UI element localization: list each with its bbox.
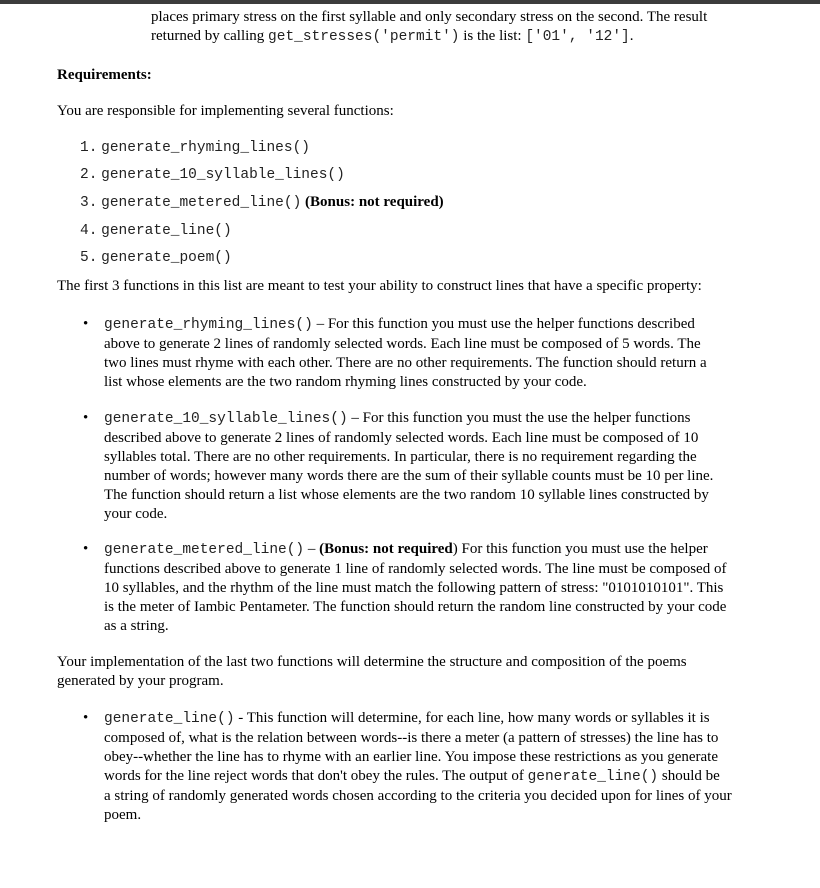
intro-line-1: places primary stress on the first syllable and only secondary stress on the second. The result [151, 9, 708, 25]
bullet-rhyming-lines: generate_rhyming_lines() – For this function you must use the helper functions described above to generate 2 lines of randomly selected words. Each line must be composed of 5 words. The two lines must rhyme with each other. There are no other requirements. The function should return a list whose elements are the two random rhyming lines constructed by your code. [104, 316, 707, 390]
code-get-stresses: get_stresses('permit') [268, 29, 460, 45]
bullet-icon: • [83, 410, 89, 426]
bullet-metered-line: generate_metered_line() – (Bonus: not required) For this function you must use the helper functions described above to generate 1 line of randomly selected words. The line must be composed of 10 syllables, and the rhythm of the line must match the following pattern of stress: "0101010101". This is the meter of Iambic Pentameter. The function should return the random line constructed by your code as a string. [104, 541, 727, 634]
code-function-name: generate_metered_line() [101, 195, 302, 211]
code-stress-list: ['01', '12'] [525, 29, 630, 45]
bonus-note: (Bonus: not required [319, 541, 453, 557]
intro-text: is the list: [459, 28, 526, 44]
requirements-heading: Requirements: [57, 67, 152, 83]
code-function-name: generate_line() [527, 769, 659, 785]
code-function-name: generate_rhyming_lines() [104, 317, 313, 333]
intro-line-2 [151, 27, 634, 47]
function-list-item: 2. generate_10_syllable_lines() [80, 167, 345, 183]
implementation-text: Your implementation of the last two functions will determine the structure and composition of the poems generated by your program. [57, 654, 687, 689]
function-list-item: 1. generate_rhyming_lines() [80, 140, 310, 156]
bullet-icon: • [83, 541, 89, 557]
code-function-name: generate_metered_line() [104, 542, 305, 558]
bullet-icon: • [83, 316, 89, 332]
bullet-10-syllable-lines: generate_10_syllable_lines() – For this function you must the use the helper functions described above to generate 2 lines of randomly selected words. Each line must be composed of 10 syllables total. There are no other requirements. In particular, there is no requirement regarding the number of words; however many words there are the sum of their syllable counts must be 10 per line. The function should return a list whose elements are the two random 10 syllable lines constructed by your code. [104, 410, 714, 522]
code-function-name: generate_10_syllable_lines() [101, 167, 345, 183]
code-function-name: generate_rhyming_lines() [101, 140, 310, 156]
function-list-item: 3. generate_metered_line() (Bonus: not required) [80, 194, 444, 211]
intro-text: returned by calling [151, 28, 269, 44]
function-list-item: 4. generate_line() [80, 223, 232, 239]
intro-text: . [629, 28, 634, 44]
first3-text: The first 3 functions in this list are meant to test your ability to construct lines that have a specific property: [57, 278, 702, 294]
code-function-name: generate_line() [104, 711, 235, 727]
code-function-name: generate_10_syllable_lines() [104, 411, 348, 427]
bonus-note: (Bonus: not required) [305, 194, 444, 210]
code-function-name: generate_line() [101, 223, 232, 239]
bullet-generate-line: generate_line() - This function will determine, for each line, how many words or syllables it is composed of, what is the relation between words--is there a meter (a pattern of stresses) the line has to obey--whether the line has to rhyme with an earlier line. You impose these restrictions as you generate words for the line reject words that don't obey the rules. The output of generate_line() should be a string of randomly generated words chosen according to the criteria you decided upon for lines of your poem. [104, 710, 732, 823]
code-function-name: generate_poem() [101, 250, 232, 266]
bullet-icon: • [83, 710, 89, 726]
function-list-item: 5. generate_poem() [80, 250, 232, 266]
responsible-text: You are responsible for implementing several functions: [57, 103, 394, 119]
